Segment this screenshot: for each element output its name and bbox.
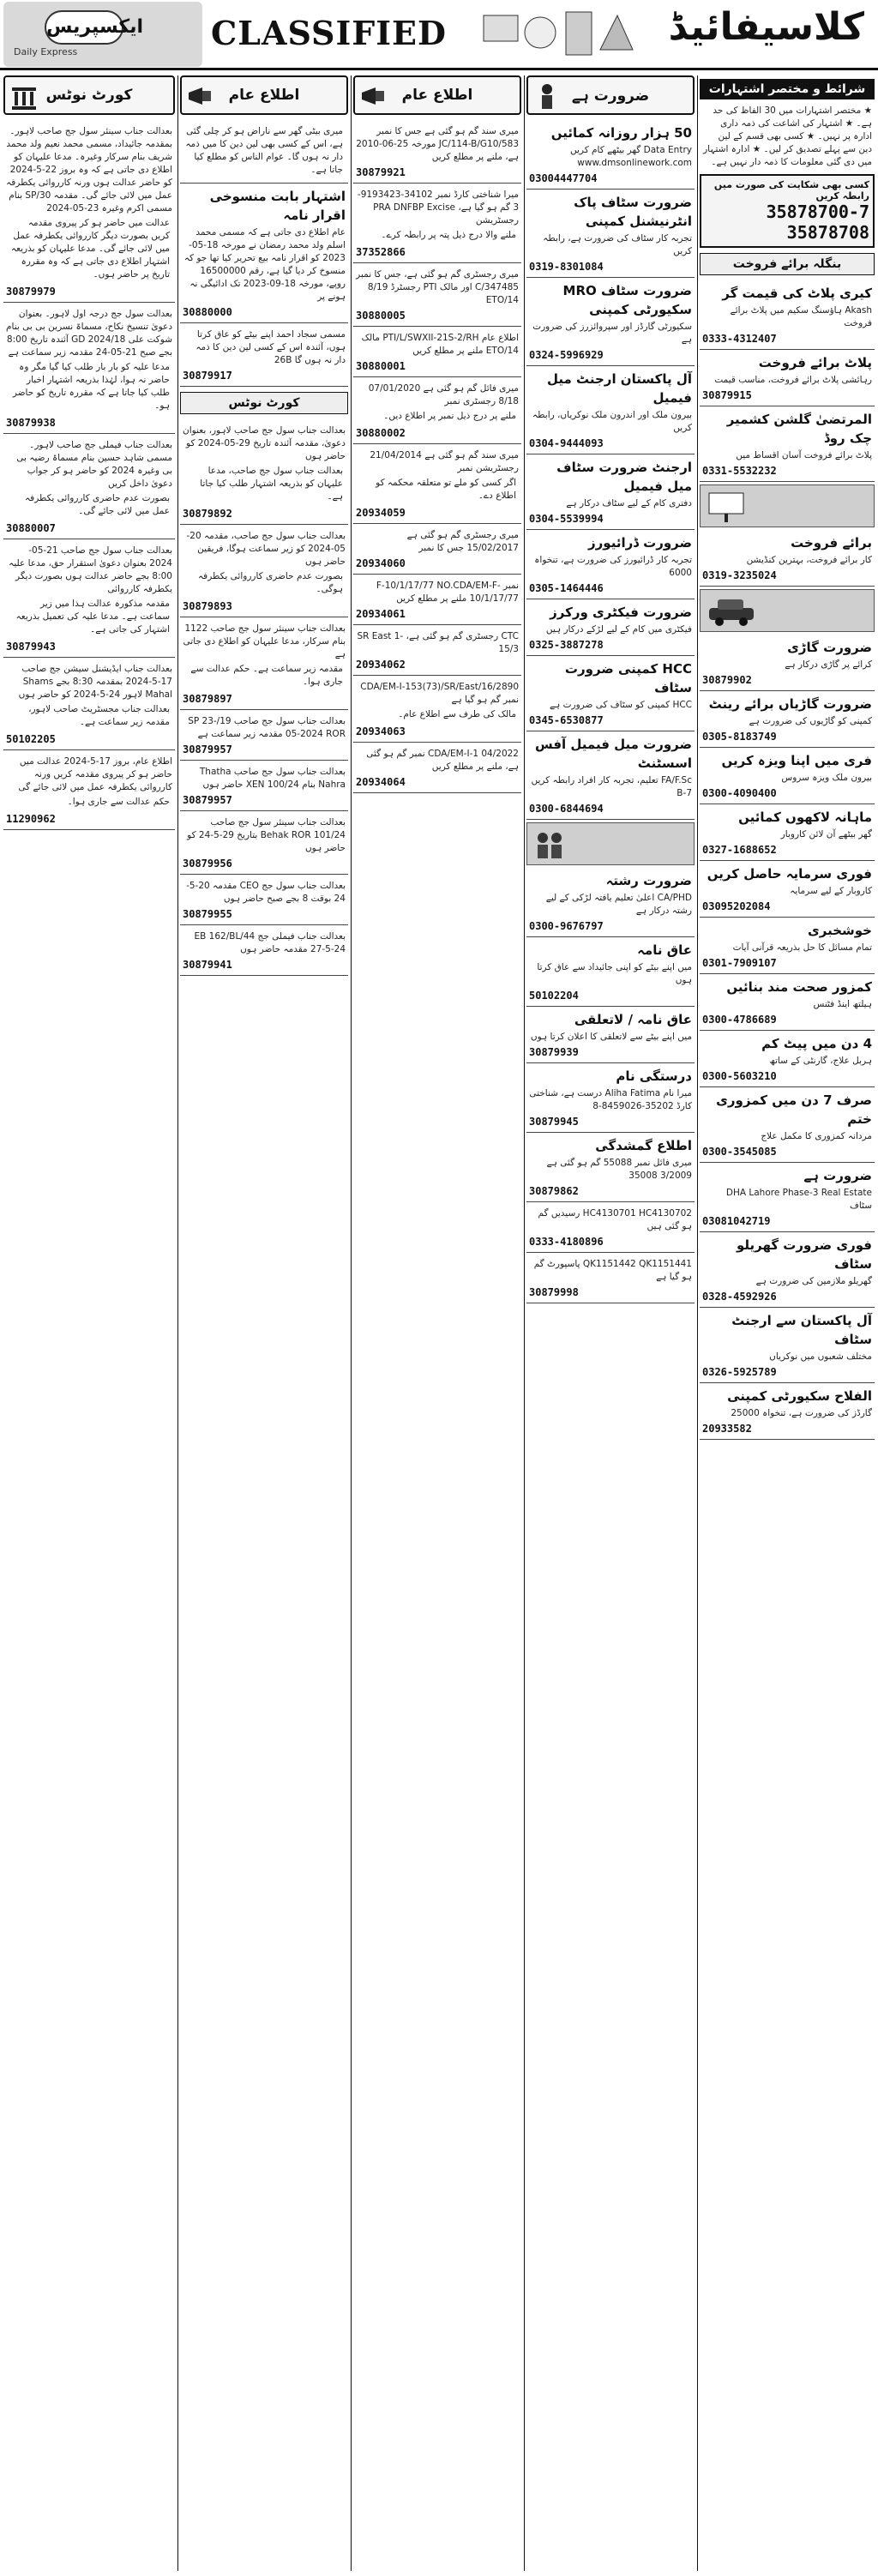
ad-item: ضرورت میل فیمیل آفس اسسٹنٹ FA/F.Sc تعلیم، تجربہ کار افراد رابطہ کریں 7-B 0300-6844694 <box>526 731 695 820</box>
ad-item: عاق نامہ / لاتعلقی میں اپنے بیٹے سے لاتعلقی کا اعلان کرتا ہوں 30879939 <box>526 1007 695 1063</box>
for-sale-image <box>700 485 875 527</box>
ad-item: CDA/EM-I-153(73)/SR/East/16/2890 نمبر گم ہو گیا ہے مالک کی طرف سے اطلاع عام۔ 20934063 <box>353 676 521 743</box>
ad-item: ضرورت فیکٹری ورکرز فیکٹری میں کام کے لیے لڑکے درکار ہیں 0325-3887278 <box>526 599 695 656</box>
ad-item: بعدالت جناب سینئر سول جج صاحب 1122 بنام سرکار، مدعا علیہان کو اطلاع دی جاتی ہے مقدمہ زیر سماعت ہے۔ حکم عدالت سے جاری ہوا۔ 30879897 <box>180 617 348 710</box>
ad-item: اطلاع گمشدگی میری فائل نمبر 55088 گم ہو گئی ہے 3/2009 35008 30879862 <box>526 1133 695 1202</box>
ad-item: مسمی سجاد احمد اپنے بیٹے کو عاق کرتا ہوں، آئندہ اس کے کسی لین دین کا ذمہ دار نہ ہوں گا 26B 30879917 <box>180 323 348 387</box>
ad-item: بعدالت جناب سول جج CEO مقدمہ 20-5-24 بوقت 8 بجے صبح حاضر ہوں 30879955 <box>180 875 348 925</box>
ad-item: ارجنٹ ضرورت سٹاف میل فیمیل دفتری کام کے لیے سٹاف درکار ہے 0304-5539994 <box>526 454 695 530</box>
ad-item: اطلاع عام PTI/L/SWXII-21S-2/RH مالک ETO/14 ملنے پر مطلع کریں 30880001 <box>353 327 521 377</box>
ad-item: بعدالت جناب فیملی جج صاحب لاہور۔ مسمی شاہد حسین بنام مسماۃ رضیہ بی بی وغیرہ 2024 کو حاضر ہو کر جواب دعویٰ داخل کریں بصورت عدم حاضری کارروائی یکطرفہ عمل میں لائی جائے گی۔ 30880007 <box>3 434 175 539</box>
ad-item: CDA/EM-I-1 04/2022 نمبر گم ہو گئی ہے، ملنے پر مطلع کریں 20934064 <box>353 743 521 793</box>
ad-item: بعدالت جناب سول جج صاحب 21-05-2024 بعنوان دعویٰ استقرار حق، مدعا علیہ 8:00 بجے حاضر عدالت ہوں بصورت دیگر یکطرفہ کارروائی مقدمہ مذکورہ عدالت ہذا میں زیر سماعت ہے۔ مدعا علیہ کی تعمیل بذریعہ اشتہار کی جاتی ہے۔ 30879943 <box>3 539 175 658</box>
ad-item: QK1151442 QK1151441 پاسپورٹ گم ہو گیا ہے 30879998 <box>526 1253 695 1303</box>
ad-item: اطلاع عام، بروز 17-5-2024 عدالت میں حاضر ہو کر پیروی مقدمہ کریں ورنہ کارروائی یکطرفہ عمل میں لائی جائے گی حکم عدالت سے جاری ہوا۔ 11290962 <box>3 750 175 830</box>
ad-item: میری رجسٹری گم ہو گئی ہے 15/02/2017 جس کا نمبر 20934060 <box>353 524 521 575</box>
ad-item: بعدالت جناب سینئر سول جج صاحب لاہور۔ بمقدمہ جائیداد، مسمی محمد نعیم ولد محمد شریف بنام سرکار وغیرہ۔ مدعا علیہان کو اطلاع دی جاتی ہے کہ وہ بروز 22-5-2024 کو حاضر عدالت ہوں ورنہ کارروائی یکطرفہ عمل میں لائی جائے گی۔ مقدمہ 30/SP بنام مسمی اکرم وغیرہ 23-05-2024 عدالت میں حاضر ہو کر پیروی مقدمہ کریں بصورت دیگر کارروائی یکطرفہ عمل میں لائی جائے گی۔ مدعا علیہان کو بذریعہ اشتہار اطلاع دی جاتی ہے کہ وہ مقررہ تاریخ پر حاضر ہوں۔ 30879979 <box>3 120 175 303</box>
column-divider <box>177 75 178 2571</box>
ad-item: بعدالت جناب ایڈیشنل سیشن جج صاحب 17-5-2024 بمقدمہ 8:30 بجے Shams Mahal لاہور 24-5-2024 کو حاضر ہوں بعدالت جناب مجسٹریٹ صاحب لاہور، مقدمہ زیر سماعت ہے۔ 50102205 <box>3 658 175 750</box>
ad-item: اشتہار بابت منسوخی اقرار نامہ عام اطلاع دی جاتی ہے کہ مسمی محمد اسلم ولد محمد رمضان نے مورخہ 18-05-2023 کو اقرار نامہ بیع تحریر کیا تھا جو کہ منسوخ کر دیا گیا ہے، رقم 16500000 روپے، مورخہ 18-09-2023 تک ادائیگی نہ ہونے پر 30880000 <box>180 184 348 323</box>
classified-title-en: CLASSIFIED <box>211 14 447 52</box>
ad-item: بعدالت جناب سینئر سول جج صاحب Behak ROR 101/24 بتاریخ 29-5-24 کو حاضر ہوں 30879956 <box>180 811 348 875</box>
ad-item: بعدالت جناب سول جج صاحب لاہور، بعنوان دعویٰ، مقدمہ آئندہ تاریخ 29-05-2024 کو حاضر ہوں بعدالت جناب سول جج صاحب، مدعا علیہان کو بذریعہ اشتہار طلب کیا جاتا ہے۔ 30879892 <box>180 419 348 525</box>
masthead <box>0 0 878 70</box>
express-logo: ایکسپریس <box>45 10 123 45</box>
ad-item: ضرورت گاڑیاں برائے رینٹ کمپنی کو گاڑیوں کی ضرورت ہے 0305-8183749 <box>700 691 875 748</box>
ad-item: خوشخبری تمام مسائل کا حل بذریعہ قرآنی آیات 0301-7909107 <box>700 918 875 974</box>
ad-item: میری سند گم ہو گئی ہے 21/04/2014 رجسٹریشن نمبر اگر کسی کو ملے تو متعلقہ محکمہ کو اطلاع دے۔ 20934059 <box>353 444 521 524</box>
ad-item: میری بیٹی گھر سے ناراض ہو کر چلی گئی ہے، اس کے کسی بھی لین دین کا میں ذمہ دار نہ ہوں گا۔ عوام الناس کو مطلع کیا جاتا ہے۔ <box>180 120 348 184</box>
ad-item: میرا شناختی کارڈ نمبر 34102-9193423-3 گم ہو گیا ہے، PRA DNFBP Excise رجسٹریشن ملنے والا درج ذیل پتہ پر رابطہ کرے۔ 37352866 <box>353 184 521 263</box>
ad-item: بعدالت جناب سول جج صاحب 19/SP 23-05-2024 ROR مقدمہ زیر سماعت ہے 30879957 <box>180 710 348 761</box>
ad-item: میری سند گم ہو گئی ہے جس کا نمبر 583/JC/114-B/G10 مورخہ 25-06-2010 ہے، ملنے پر مطلع کریں 30879921 <box>353 120 521 184</box>
ad-item: پلاٹ برائے فروخت رہائشی پلاٹ برائے فروخت، مناسب قیمت 30879915 <box>700 350 875 406</box>
ad-item: فوری سرمایہ حاصل کریں کاروبار کے لیے سرمایہ 03095202084 <box>700 861 875 918</box>
ad-item: ضرورت سٹاف پاک انٹرنیشنل کمپنی تجربہ کار سٹاف کی ضرورت ہے، رابطہ کریں 0319-8301084 <box>526 190 695 278</box>
ad-item: نمبر F-10/1/17/77 NO.CDA/EM-F-10/1/17/77 ملنے پر مطلع کریں 20934061 <box>353 575 521 625</box>
couple-icon <box>532 828 567 862</box>
megaphone-icon <box>358 81 389 111</box>
ad-item: الفلاح سکیورٹی کمپنی گارڈز کی ضرورت ہے، تنخواہ 25000 20933582 <box>700 1383 875 1440</box>
ad-item: آل پاکستان سے ارجنٹ سٹاف مختلف شعبوں میں نوکریاں 0326-5925789 <box>700 1308 875 1383</box>
for-sale-sign-icon <box>706 490 749 524</box>
logo-subtitle: Daily Express <box>14 46 78 57</box>
column-divider <box>351 75 352 2571</box>
car-icon <box>706 594 757 629</box>
column-divider <box>524 75 525 2571</box>
column-public-notices-2 <box>353 75 521 2571</box>
contact-box: کسی بھی شکایت کی صورت میں رابطہ کریں 35878700-7 35878708 <box>700 174 875 248</box>
ad-item: عاق نامہ میں اپنے بیٹے کو اپنی جائیداد سے عاق کرتا ہوں 50102204 <box>526 937 695 1007</box>
classified-title-ur: کلاسیفائیڈ <box>668 5 864 49</box>
ad-item: ضرورت ڈرائیورز تجربہ کار ڈرائیورز کی ضرورت ہے، تنخواہ 6000 0305-1464446 <box>526 530 695 599</box>
ad-item: المرتضیٰ گلشن کشمیر چک روڈ پلاٹ برائے فروخت آسان اقساط میں 0331-5532232 <box>700 406 875 482</box>
ad-item: صرف 7 دن میں کمزوری ختم مردانہ کمزوری کا مکمل علاج 0300-3545085 <box>700 1087 875 1163</box>
ad-item: ضرورت سٹاف MRO سکیورٹی کمپنی سکیورٹی گارڈز اور سپروائزرز کی ضرورت ہے 0324-5996929 <box>526 278 695 366</box>
ad-item: آل پاکستان ارجنٹ میل فیمیل بیرون ملک اور اندرون ملک نوکریاں، رابطہ کریں 0304-9444093 <box>526 366 695 454</box>
ad-item: بعدالت جناب سول جج صاحب Thatha Nahra بنام XEN 100/24 حاضر ہوں 30879957 <box>180 761 348 811</box>
ad-item: CTC رجسٹری گم ہو گئی ہے، SR East 1-15/3 20934062 <box>353 625 521 676</box>
masthead-decor-icon <box>480 7 634 63</box>
section-header: ضرورت ہے <box>526 75 695 115</box>
fax-number: 35878708 <box>786 222 869 243</box>
ad-item: HC4130701 HC4130702 رسیدیں گم ہو گئی ہیں 0333-4180896 <box>526 1202 695 1253</box>
ad-item: ضرورت گاڑی کرائے پر گاڑی درکار ہے 30879902 <box>700 635 875 691</box>
ad-item: 4 دن میں پیٹ کم ہربل علاج، گارنٹی کے ساتھ 0300-5603210 <box>700 1031 875 1087</box>
ad-item: برائے فروخت کار برائے فروخت، بہترین کنڈیشن 0319-3235024 <box>700 530 875 587</box>
subsection-header: بنگلہ برائے فروخت <box>700 253 875 275</box>
section-header: اطلاع عام <box>353 75 521 115</box>
ad-item: بعدالت سول جج درجہ اول لاہور۔ بعنوان دعویٰ تنسیخ نکاح، مسماۃ نسرین بی بی بنام شوکت علی 18/GD 2024 آئندہ تاریخ 8:00 بجے صبح 21-05-24 مقدمہ زیر سماعت ہے مدعا علیہ کو بار بار طلب کیا گیا مگر وہ حاضر نہ ہوا، لہٰذا بذریعہ اشتہار اخبار طلب کیا جاتا ہے کہ مقررہ تاریخ کو حاضر ہو۔ 30879938 <box>3 303 175 434</box>
ad-item: 50 ہزار روزانہ کمائیں Data Entry گھر بیٹھے کام کریں www.dmsonlinework.com 03004447704 <box>526 120 695 190</box>
section-header: کورٹ نوٹس <box>3 75 175 115</box>
phone-number: 35878700-7 <box>766 202 869 222</box>
ad-item: درستگی نام میرا نام Aliha Fatima درست ہے، شناختی کارڈ 35202-8459026-8 30879945 <box>526 1063 695 1133</box>
column-wanted <box>526 75 695 2571</box>
car-image <box>700 589 875 632</box>
ad-item: ضرورت رشتہ CA/PHD اعلیٰ تعلیم یافتہ لڑکی کے لیے رشتہ درکار ہے 0300-9676797 <box>526 868 695 937</box>
ad-item: کمزور صحت مند بنائیں ہیلتھ اینڈ فٹنس 0300-4786689 <box>700 974 875 1031</box>
ad-item: HCC کمپنی ضرورت سٹاف HCC کمپنی کو سٹاف کی ضرورت ہے 0345-6530877 <box>526 656 695 731</box>
ad-item: فری میں اپنا ویزہ کریں بیرون ملک ویزہ سروس 0300-4090400 <box>700 748 875 804</box>
court-icon <box>9 81 39 111</box>
ad-item: ضرورت ہے DHA Lahore Phase-3 Real Estate سٹاف 03081042719 <box>700 1163 875 1232</box>
terms-text: ★ مختصر اشتہارات میں 30 الفاظ کی حد ہے۔ ★ اشتہار کی اشاعت کی ذمہ داری ادارہ پر نہیں۔ ★ کسی بھی قسم کے لین دین سے پہلے تصدیق کر لیں۔ ★ ادارہ اشتہار میں دی گئی معلومات کا ذمہ دار نہیں ہے۔ <box>703 105 872 167</box>
column-property-misc <box>700 75 875 2571</box>
section-header: شرائط و مختصر اشتہارات <box>700 79 875 99</box>
column-court-notices-1 <box>3 75 175 2571</box>
section-header: اطلاع عام <box>180 75 348 115</box>
ad-item: فوری ضرورت گھریلو سٹاف گھریلو ملازمین کی ضرورت ہے 0328-4592926 <box>700 1232 875 1308</box>
column-divider <box>697 75 698 2571</box>
ad-item: میری رجسٹری گم ہو گئی ہے، جس کا نمبر 347485/C اور مالک PTI رجسٹرڈ 8/19 ETO/14 30880005 <box>353 263 521 327</box>
worker-icon <box>532 81 562 111</box>
ad-item: بعدالت جناب فیملی جج 44/EB 162/BL 27-5-24 مقدمہ حاضر ہوں 30879941 <box>180 925 348 976</box>
ad-item: ماہانہ لاکھوں کمائیں گھر بیٹھے آن لائن کاروبار 0327-1688652 <box>700 804 875 861</box>
ad-item: بعدالت جناب سول جج صاحب، مقدمہ 20-05-2024 کو زیر سماعت ہوگا، فریقین حاضر ہوں بصورت عدم حاضری کارروائی یکطرفہ ہوگی۔ 30879893 <box>180 525 348 617</box>
column-public-notices <box>180 75 348 2571</box>
ad-item: کیری پلاٹ کی قیمت گر Akash ہاؤسنگ سکیم میں پلاٹ برائے فروخت 0333-4312407 <box>700 280 875 350</box>
megaphone-icon <box>185 81 216 111</box>
matrimonial-image <box>526 822 695 865</box>
ad-item: میری فائل گم ہو گئی ہے 07/01/2020 8/18 رجسٹری نمبر ملنے پر درج ذیل نمبر پر اطلاع دیں۔ 30880002 <box>353 377 521 444</box>
subsection-header: کورٹ نوٹس <box>180 392 348 414</box>
masthead-logo-panel <box>3 2 202 67</box>
